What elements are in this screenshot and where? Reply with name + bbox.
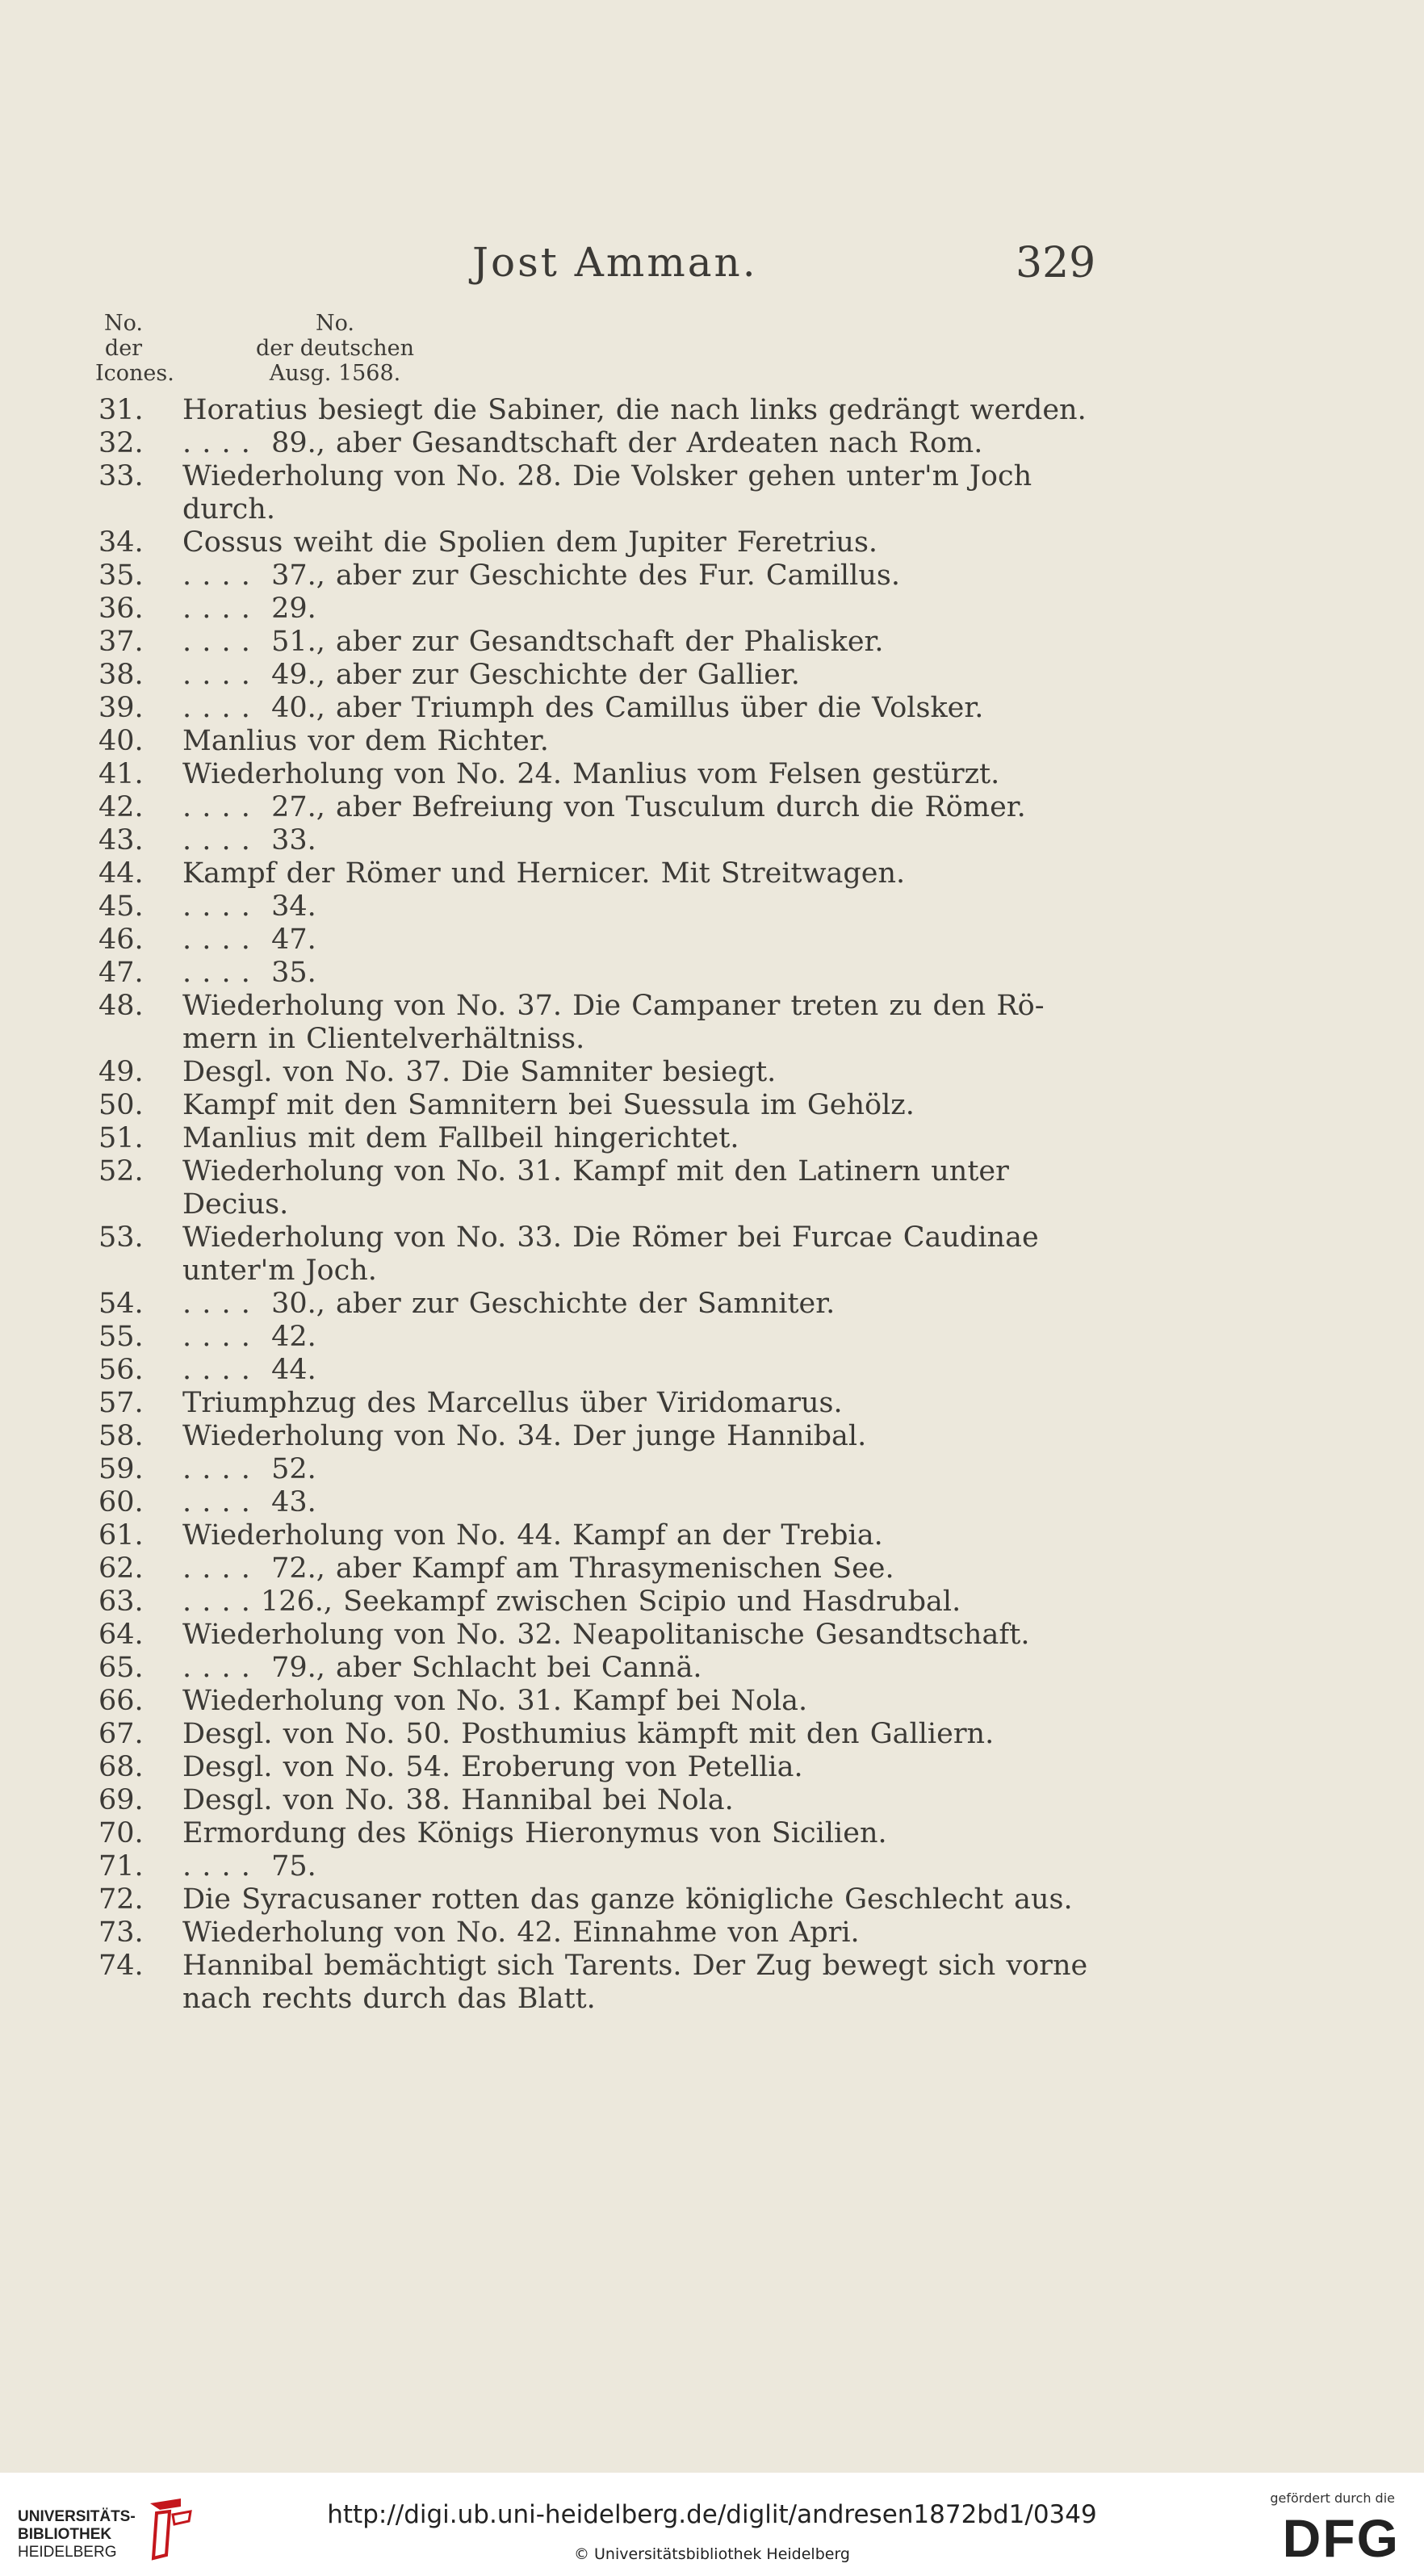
source-url-link[interactable]: http://digi.ub.uni-heidelberg.de/diglit/andresen1872bd1/0349 [327, 2500, 1097, 2529]
entry-number: 41. [98, 758, 144, 790]
entry-text: . . . . 47. [182, 924, 316, 956]
list-item [0, 1221, 1424, 1288]
entry-text: Manlius vor dem Richter. [182, 725, 549, 757]
list-item [0, 1486, 1424, 1519]
entry-text: . . . . 42. [182, 1321, 316, 1353]
list-item [0, 1718, 1424, 1751]
list-item [0, 1751, 1424, 1784]
entry-number: 51. [98, 1122, 144, 1154]
list-item [0, 1089, 1424, 1122]
entry-number: 42. [98, 791, 144, 823]
entry-number: 53. [98, 1221, 144, 1254]
entry-number: 38. [98, 659, 144, 691]
entry-number: 60. [98, 1486, 144, 1518]
list-item [0, 1685, 1424, 1718]
entry-text: Wiederholung von No. 32. Neapolitanische Gesandtschaft. [182, 1619, 1030, 1651]
entry-text: Wiederholung von No. 37. Die Campaner treten zu den Rö- mern in Clientelverhältniss. [182, 990, 1055, 1055]
entry-number: 34. [98, 526, 144, 559]
list-item [0, 1288, 1424, 1321]
entry-number: 54. [98, 1288, 144, 1320]
funding-note: gefördert durch die [1270, 2490, 1395, 2506]
entry-number: 40. [98, 725, 144, 757]
entry-number: 52. [98, 1155, 144, 1187]
entry-text: Desgl. von No. 37. Die Samniter besiegt. [182, 1056, 777, 1088]
list-item [0, 1784, 1424, 1817]
entry-text: . . . . 43. [182, 1486, 316, 1518]
entry-text: Desgl. von No. 54. Eroberung von Petellia. [182, 1751, 803, 1783]
entry-number: 50. [98, 1089, 144, 1121]
entry-number: 72. [98, 1883, 144, 1916]
entry-text: . . . . 37., aber zur Geschichte des Fur. Camillus. [182, 559, 900, 592]
entry-text: . . . . 33. [182, 824, 316, 857]
entry-text: . . . . 52. [182, 1453, 316, 1485]
entry-number: 74. [98, 1950, 144, 1982]
list-item [0, 1552, 1424, 1585]
entry-number: 58. [98, 1420, 144, 1452]
entry-number: 56. [98, 1354, 144, 1386]
list-item [0, 1155, 1424, 1221]
list-item [0, 990, 1424, 1056]
entry-text: Wiederholung von No. 31. Kampf mit den Latinern unter Decius. [182, 1155, 1020, 1221]
entry-number: 39. [98, 692, 144, 724]
entry-number: 32. [98, 427, 144, 459]
list-item [0, 924, 1424, 957]
entry-number: 65. [98, 1652, 144, 1684]
entry-text: Triumphzug des Marcellus über Viridomarus. [182, 1387, 843, 1419]
entry-text: . . . . 51., aber zur Gesandtschaft der Phalisker. [182, 626, 884, 658]
entry-number: 45. [98, 890, 144, 923]
entry-text: . . . . 44. [182, 1354, 316, 1386]
running-head [0, 239, 1424, 304]
entry-text: Wiederholung von No. 24. Manlius vom Felsen gestürzt. [182, 758, 1000, 790]
entry-text: Kampf mit den Samnitern bei Suessula im Gehölz. [182, 1089, 915, 1121]
entry-text: Manlius mit dem Fallbeil hingerichtet. [182, 1122, 739, 1154]
list-item [0, 559, 1424, 593]
list-item [0, 526, 1424, 559]
list-item [0, 1056, 1424, 1089]
entry-text: Hannibal bemächtigt sich Tarents. Der Zug bewegt sich vorne nach rechts durch das Blatt. [182, 1950, 1099, 2015]
entry-number: 44. [98, 857, 144, 890]
list-item [0, 460, 1424, 526]
entry-number: 68. [98, 1751, 144, 1783]
list-item [0, 1387, 1424, 1420]
entry-text: . . . . 29. [182, 593, 316, 625]
entry-text: . . . . 89., aber Gesandtschaft der Ardeaten nach Rom. [182, 427, 983, 459]
list-item [0, 1354, 1424, 1387]
list-item [0, 1519, 1424, 1552]
entry-text: Ermordung des Königs Hieronymus von Sicilien. [182, 1817, 887, 1849]
entry-text: Wiederholung von No. 31. Kampf bei Nola. [182, 1685, 808, 1717]
entry-text: Kampf der Römer und Hernicer. Mit Streitwagen. [182, 857, 906, 890]
list-item [0, 758, 1424, 791]
list-item [0, 791, 1424, 824]
entry-text: . . . . 27., aber Befreiung von Tusculum durch die Römer. [182, 791, 1026, 823]
entry-number: 59. [98, 1453, 144, 1485]
entry-text: . . . . 34. [182, 890, 316, 923]
entry-number: 48. [98, 990, 144, 1022]
entry-text: Wiederholung von No. 34. Der junge Hannibal. [182, 1420, 867, 1452]
entry-list [0, 394, 1424, 2016]
list-item [0, 1585, 1424, 1619]
entry-number: 63. [98, 1585, 144, 1618]
entry-number: 37. [98, 626, 144, 658]
entry-number: 46. [98, 924, 144, 956]
entry-text: Wiederholung von No. 33. Die Römer bei Furcae Caudinae unter'm Joch. [182, 1221, 1049, 1287]
list-item [0, 1652, 1424, 1685]
list-item [0, 1817, 1424, 1850]
entry-number: 33. [98, 460, 144, 492]
entry-text: Cossus weiht die Spolien dem Jupiter Feretrius. [182, 526, 878, 559]
entry-text: Desgl. von No. 50. Posthumius kämpft mit den Galliern. [182, 1718, 995, 1750]
entry-text: Wiederholung von No. 44. Kampf an der Trebia. [182, 1519, 883, 1552]
entry-number: 43. [98, 824, 144, 857]
entry-number: 36. [98, 593, 144, 625]
column-heading-deutsche-ausgabe: No. der deutschen Ausg. 1568. [256, 311, 414, 386]
entry-text: . . . . 30., aber zur Geschichte der Samniter. [182, 1288, 836, 1320]
list-item [0, 692, 1424, 725]
list-item [0, 394, 1424, 427]
running-title: Jost Amman. [472, 239, 758, 286]
list-item [0, 1321, 1424, 1354]
entry-text: . . . . 49., aber zur Geschichte der Gallier. [182, 659, 800, 691]
entry-text: Die Syracusaner rotten das ganze königliche Geschlecht aus. [182, 1883, 1073, 1916]
entry-number: 67. [98, 1718, 144, 1750]
entry-text: . . . . 79., aber Schlacht bei Cannä. [182, 1652, 702, 1684]
entry-text: Horatius besiegt die Sabiner, die nach links gedrängt werden. [182, 394, 1087, 426]
list-item [0, 659, 1424, 692]
entry-number: 66. [98, 1685, 144, 1717]
entry-text: Wiederholung von No. 42. Einnahme von Apri. [182, 1916, 860, 1949]
entry-number: 35. [98, 559, 144, 592]
list-item [0, 890, 1424, 924]
entry-number: 70. [98, 1817, 144, 1849]
list-item [0, 1883, 1424, 1916]
entry-text: . . . . 35. [182, 957, 316, 989]
entry-text: . . . . 72., aber Kampf am Thrasymenischen See. [182, 1552, 894, 1585]
entry-text: . . . . 40., aber Triumph des Camillus über die Volsker. [182, 692, 984, 724]
list-item [0, 1850, 1424, 1883]
entry-number: 47. [98, 957, 144, 989]
list-item [0, 1122, 1424, 1155]
dfg-logo: DFG [1282, 2508, 1400, 2568]
copyright-notice: © Universitätsbibliothek Heidelberg [573, 2545, 850, 2563]
list-item [0, 593, 1424, 626]
entry-text: . . . . 126., Seekampf zwischen Scipio und Hasdrubal. [182, 1585, 961, 1618]
list-item [0, 1420, 1424, 1453]
library-name: UNIVERSITÄTS- BIBLIOTHEK HEIDELBERG [18, 2508, 136, 2561]
entry-number: 73. [98, 1916, 144, 1949]
list-item [0, 857, 1424, 890]
list-item [0, 427, 1424, 460]
entry-number: 62. [98, 1552, 144, 1585]
list-item [0, 1453, 1424, 1486]
footer-bar [0, 2473, 1424, 2576]
entry-number: 64. [98, 1619, 144, 1651]
list-item [0, 725, 1424, 758]
column-heading-icones: No. der Icones. [95, 311, 174, 386]
entry-number: 57. [98, 1387, 144, 1419]
entry-number: 69. [98, 1784, 144, 1816]
list-item [0, 957, 1424, 990]
entry-number: 71. [98, 1850, 144, 1883]
entry-number: 55. [98, 1321, 144, 1353]
list-item [0, 1916, 1424, 1950]
entry-number: 49. [98, 1056, 144, 1088]
entry-number: 31. [98, 394, 144, 426]
entry-number: 61. [98, 1519, 144, 1552]
page-number: 329 [1016, 239, 1096, 287]
entry-text: . . . . 75. [182, 1850, 316, 1883]
entry-text: Wiederholung von No. 28. Die Volsker gehen unter'm Joch durch. [182, 460, 1043, 526]
list-item [0, 824, 1424, 857]
list-item [0, 626, 1424, 659]
entry-text: Desgl. von No. 38. Hannibal bei Nola. [182, 1784, 734, 1816]
list-item [0, 1619, 1424, 1652]
list-item [0, 1950, 1424, 2016]
